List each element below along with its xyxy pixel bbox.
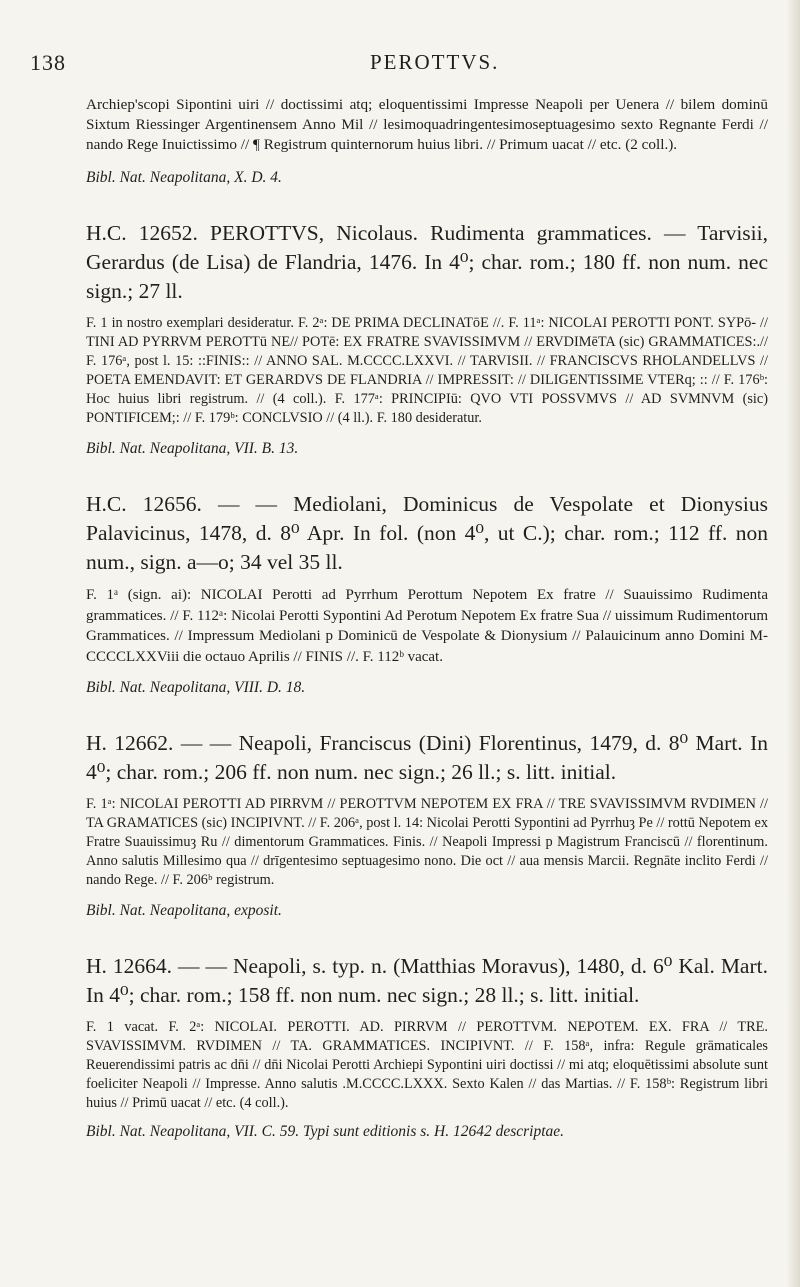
entry-heading: H.C. 12652. PEROTTVS, Nicolaus. Rudimenta grammatices. — Tarvisii, Gerardus (de Lisa) de Flandria, 1476. In 4⁰; char. rom.; 180 ff. non num. nec sign.; 27 ll.: [86, 221, 768, 303]
catalog-entry-12662: [86, 729, 768, 922]
biblio-reference: Bibl. Nat. Neapolitana, exposit.: [86, 902, 282, 919]
biblio-reference: Bibl. Nat. Neapolitana, VIII. D. 18.: [86, 679, 306, 696]
continuation-text: Archiep'scopi Sipontini uiri // doctissimi atq; eloquentissimi Impresse Neapoli per Uenera // bilem dominū Sixtum Riessinger Argentinensem Anno Mil // lesimoquadringentesimoseptuagesimo sexto Regnante Ferdi // nando Rege Inuictissimo // ¶ Registrum quinternorum huius libri. // Primum uacat // etc. (2 coll.).: [86, 96, 768, 153]
entry-heading: H.C. 12656. — — Mediolani, Dominicus de Vespolate et Dionysius Palavicinus, 1478, d. 8⁰ Apr. In fol. (non 4⁰, ut C.); char. rom.; 112 ff. non num., sign. a—o; 34 vel 35 ll.: [86, 492, 768, 574]
page-header: [0, 50, 800, 80]
biblio-reference: Bibl. Nat. Neapolitana, VII. C. 59. Typi sunt editionis s. H. 12642 descriptae.: [86, 1123, 565, 1140]
page-number: 138: [30, 50, 66, 75]
running-title: PEROTTVS.: [370, 50, 500, 74]
biblio-reference: Bibl. Nat. Neapolitana, X. D. 4.: [86, 169, 282, 186]
entry-description: F. 1ᵃ (sign. ai): NICOLAI Perotti ad Pyrrhum Perottum Nepotem Ex fratre // Suauissimo Rudimenta grammatices. // F. 112ᵃ: Nicolai Perotti Sypontini Ad Perotum Nepotem Ex fratre Sua // uissimum Rudimentorum Grammatices. // Impressum Mediolani p Dominicū de Vespolate & Dionysium // Palauicinum anno Domini M-CCCCLXXViii die octauo Aprilis // FINIS //. F. 112ᵇ vacat.: [86, 587, 768, 665]
page-edge-shadow: [786, 0, 800, 1287]
page-body: [86, 95, 768, 1143]
catalog-entry-12664: [86, 952, 768, 1143]
entry-description: F. 1 vacat. F. 2ᵃ: NICOLAI. PEROTTI. AD. PIRRVM // PEROTTVM. NEPOTEM. EX. FRA // TRE. SVAVISSIMVM. RVDIMEN // TA. GRAMMATICES. INCIPIVNT. // F. 158ᵃ, infra: Regule grāmaticales Reuerendissimi patris ac dn̄i // dn̄i Nicolai Perotti Archiepi Sypontini uiri doctissi // mi atq; eloquētissimi absolute sunt foeliciter Neapoli // Impresse. Anno salutis .M.CCCC.LXXX. Sexto Kalen // das Martias. // F. 158ᵇ: Registrum libri huius // Primū uacat // etc. (4 coll.).: [86, 1019, 768, 1111]
entry-heading: H. 12662. — — Neapoli, Franciscus (Dini) Florentinus, 1479, d. 8⁰ Mart. In 4⁰; char. rom.; 206 ff. non num. nec sign.; 26 ll.; s. litt. initial.: [86, 731, 768, 784]
biblio-reference: Bibl. Nat. Neapolitana, VII. B. 13.: [86, 440, 299, 457]
entry-heading: H. 12664. — — Neapoli, s. typ. n. (Matthias Moravus), 1480, d. 6⁰ Kal. Mart. In 4⁰; char. rom.; 158 ff. non num. nec sign.; 28 ll.; s. litt. initial.: [86, 954, 768, 1007]
continuation-block: [86, 95, 768, 189]
catalog-entry-12656: [86, 490, 768, 699]
catalog-entry-12652: [86, 219, 768, 460]
entry-description: F. 1 in nostro exemplari desideratur. F. 2ᵃ: DE PRIMA DECLINATōE //. F. 11ᵃ: NICOLAI PEROTTI PONT. SYPō- // TINI AD PYRRVM PEROTTū NE// POTē: EX FRATRE SVAVISSIMVM // ERVDIMēTA (sic) GRAMMATICES:.// F. 176ᵃ, post l. 15: ::FINIS:: // ANNO SAL. M.CCCC.LXXVI. // TARVISII. // FRANCISCVS RHOLANDELLVS // POETA EMENDAVIT: ET GERARDVS DE FLANDRIA // IMPRESSIT: // DILIGENTISSIME VTERq; :: // F. 176ᵇ: Hoc huius libri registrum. // (4 coll.). F. 177ᵃ: PRINCIPIū: QVO VTI POSSVMVS // AD SVMNVM (sic) PONTIFICEM;: // F. 179ᵇ: CONCLVSIO // (4 ll.). F. 180 desideratur.: [86, 315, 768, 426]
entry-description: F. 1ᵃ: NICOLAI PEROTTI AD PIRRVM // PEROTTVM NEPOTEM EX FRA // TRE SVAVISSIMVM RVDIMEN // TA GRAMATICES (sic) INCIPIVNT. // F. 206ᵃ, post l. 14: Nicolai Perotti Sypontini ad Pyrrhuȝ Pe // rottū Nepotem ex Fratre Suauissimuȝ Ru // dimentorum Grammatices. Finis. // Neapoli Impressi p Magistrum Franciscū // florentinum. Anno salutis Millesimo qua // drīgentesimo septuagesimo nono. Die oct // aua mensis Marcii. Regnāte inclito Ferdi // nando Rege. // F. 206ᵇ registrum.: [86, 796, 768, 888]
